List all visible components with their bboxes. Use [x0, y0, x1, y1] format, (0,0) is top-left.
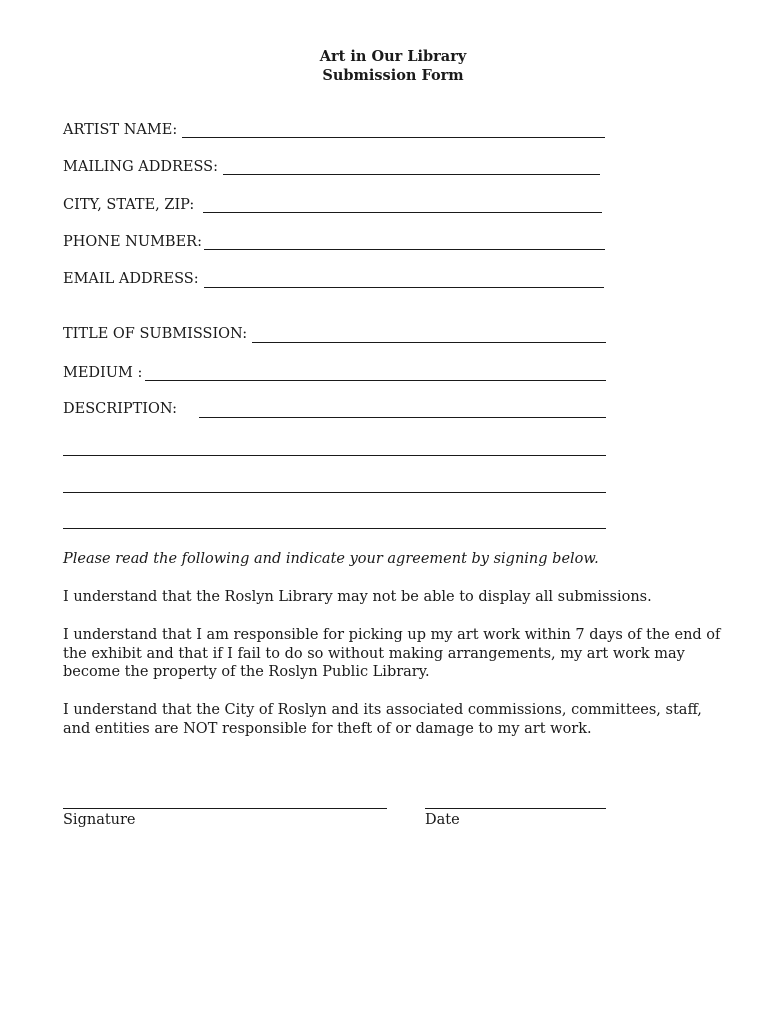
title-of-submission-label: TITLE OF SUBMISSION: [63, 326, 248, 342]
phone-number-field[interactable] [204, 249, 605, 250]
agreement-statement-3: I understand that the City of Roslyn and its associated commissions, committees, staff, and entities are NOT responsible for theft of or damage to my art work. [63, 702, 702, 737]
date-field[interactable] [425, 808, 606, 809]
signature-label: Signature [63, 812, 136, 828]
form-title-line1: Art in Our Library [319, 48, 467, 65]
mailing-address-label: MAILING ADDRESS: [63, 159, 219, 175]
agreement-statement-1: I understand that the Roslyn Library may not be able to display all submissions. [63, 589, 652, 605]
mailing-address-field[interactable] [223, 174, 600, 175]
artist-name-label: ARTIST NAME: [63, 122, 178, 138]
form-title-line2: Submission Form [322, 67, 464, 84]
city-state-zip-label: CITY, STATE, ZIP: [63, 197, 195, 213]
signature-field[interactable] [63, 808, 387, 809]
email-address-field[interactable] [204, 287, 604, 288]
description-field-line-4[interactable] [63, 528, 606, 529]
artist-name-field[interactable] [182, 137, 605, 138]
city-state-zip-field[interactable] [203, 212, 602, 213]
description-field-line-1[interactable] [199, 417, 606, 418]
email-address-label: EMAIL ADDRESS: [63, 271, 199, 287]
description-field-line-3[interactable] [63, 492, 606, 493]
date-label: Date [425, 812, 460, 828]
medium-field[interactable] [145, 380, 606, 381]
medium-label: MEDIUM : [63, 365, 143, 381]
agreement-instruction: Please read the following and indicate your agreement by signing below. [63, 551, 599, 567]
title-of-submission-field[interactable] [252, 342, 606, 343]
description-label: DESCRIPTION: [63, 401, 177, 417]
agreement-statement-2: I understand that I am responsible for picking up my art work within 7 days of the end of the exhibit and that if I fail to do so without making arrangements, my art work may become the property of the Roslyn Public Library. [63, 627, 721, 680]
phone-number-label: PHONE NUMBER: [63, 234, 202, 250]
description-field-line-2[interactable] [63, 455, 606, 456]
